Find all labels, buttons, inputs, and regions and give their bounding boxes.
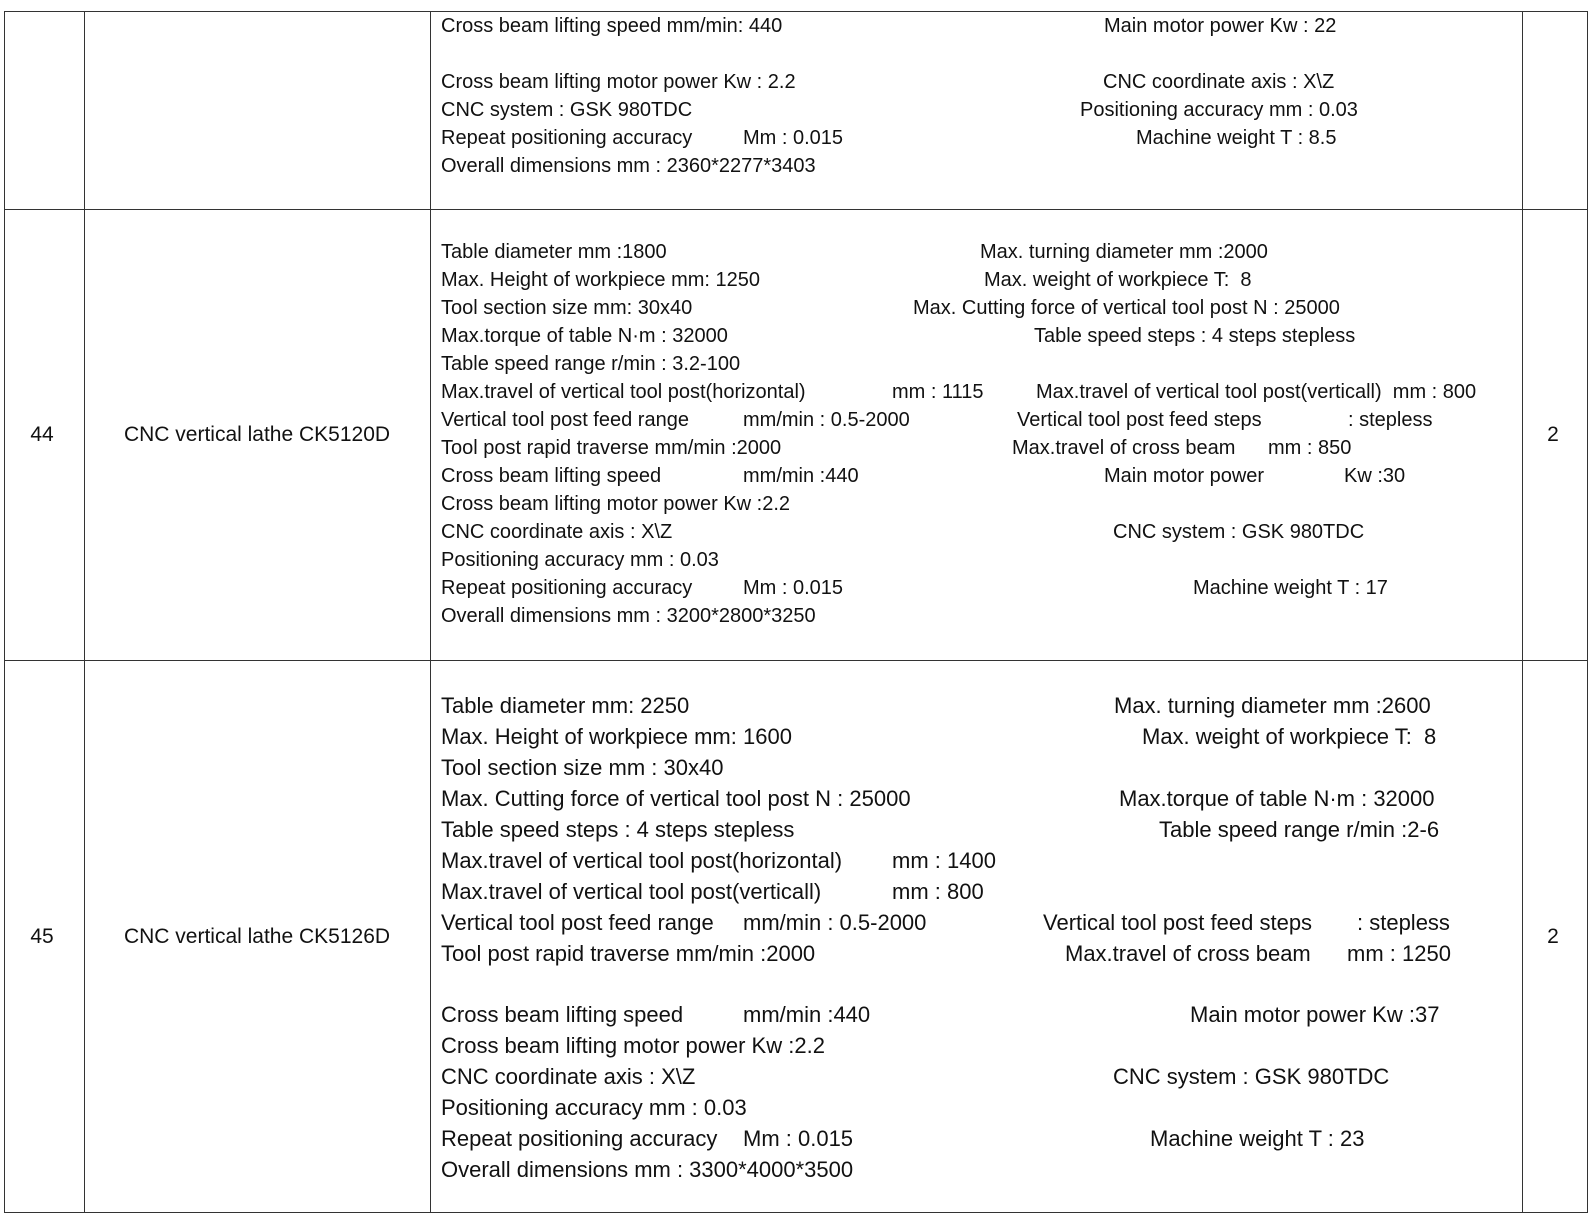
spec-text: Positioning accuracy mm : 0.03 [441, 549, 719, 571]
table-border-right [1587, 11, 1588, 1213]
spec-text: Tool section size mm: 30x40 [441, 297, 693, 319]
spec-text: Repeat positioning accuracy [441, 577, 693, 599]
spec-text: Positioning accuracy mm : 0.03 [441, 1095, 747, 1120]
spec-text: Max.travel of vertical tool post(verticall) mm : 800 [1036, 381, 1477, 403]
spec-text: Machine weight T : 17 [1193, 577, 1388, 599]
spec-text: mm/min : 0.5-2000 [743, 910, 927, 935]
spec-text: CNC system : GSK 980TDC [1113, 1064, 1390, 1089]
spec-text: Vertical tool post feed range [441, 409, 689, 431]
table-border-top [4, 11, 1588, 12]
spec-text: Cross beam lifting speed [441, 1002, 684, 1027]
spec-text: Tool post rapid traverse mm/min :2000 [441, 941, 816, 966]
equipment-name: CNC vertical lathe CK5126D [123, 925, 391, 948]
spec-text: CNC system : GSK 980TDC [441, 99, 693, 121]
spec-text: Kw :30 [1344, 465, 1406, 487]
spec-text: Cross beam lifting speed [441, 465, 662, 487]
spec-text: Main motor power Kw : 22 [1104, 15, 1337, 37]
spec-text: Table speed range r/min :2-6 [1159, 817, 1440, 842]
spec-text: Overall dimensions mm : 2360*2277*3403 [441, 155, 816, 177]
quantity: 2 [1547, 423, 1559, 446]
spec-text: CNC coordinate axis : X\Z [441, 521, 673, 543]
spec-text: Vertical tool post feed steps [1043, 910, 1313, 935]
spec-text: Max. Height of workpiece mm: 1600 [441, 724, 792, 749]
spec-text: Tool section size mm : 30x40 [441, 755, 724, 780]
spec-text: Max.travel of vertical tool post(verticall) [441, 879, 822, 904]
spec-text: Max.travel of cross beam [1065, 941, 1311, 966]
spec-text: Mm : 0.015 [743, 577, 844, 599]
spec-text: Table diameter mm :1800 [441, 241, 667, 263]
spec-text: mm : 1400 [892, 848, 996, 873]
spec-text: Max. turning diameter mm :2000 [980, 241, 1268, 263]
spec-text: : stepless [1357, 910, 1450, 935]
spec-text: Max. weight of workpiece T: 8 [1142, 724, 1437, 749]
row-divider [4, 209, 1588, 210]
spec-text: mm/min :440 [743, 465, 859, 487]
spec-text: Max.travel of cross beam [1012, 437, 1236, 459]
spec-text: Cross beam lifting motor power Kw : 2.2 [441, 71, 796, 93]
spec-text: Cross beam lifting motor power Kw :2.2 [441, 493, 791, 515]
spec-text: mm : 850 [1268, 437, 1352, 459]
spec-text: Tool post rapid traverse mm/min :2000 [441, 437, 782, 459]
quantity: 2 [1547, 925, 1559, 948]
row-number: 45 [30, 925, 54, 948]
spec-text: Table speed steps : 4 steps stepless [441, 817, 795, 842]
spec-text: Table diameter mm: 2250 [441, 693, 690, 718]
spec-text: Cross beam lifting speed mm/min: 440 [441, 15, 783, 37]
spec-text: Vertical tool post feed steps [1017, 409, 1262, 431]
spec-text: Max.torque of table N·m : 32000 [1119, 786, 1435, 811]
spec-text: Vertical tool post feed range [441, 910, 714, 935]
spec-text: CNC coordinate axis : X\Z [441, 1064, 696, 1089]
spec-text: Max. weight of workpiece T: 8 [984, 269, 1252, 291]
equipment-name: CNC vertical lathe CK5120D [123, 423, 391, 446]
spec-text: mm : 1250 [1347, 941, 1451, 966]
spec-text: Max.travel of vertical tool post(horizontal) [441, 381, 806, 403]
spec-text: CNC system : GSK 980TDC [1113, 521, 1365, 543]
spec-text: Table speed range r/min : 3.2-100 [441, 353, 741, 375]
spec-text: Overall dimensions mm : 3300*4000*3500 [441, 1157, 854, 1182]
spec-text: Overall dimensions mm : 3200*2800*3250 [441, 605, 816, 627]
spec-text: Machine weight T : 8.5 [1136, 127, 1337, 149]
spec-text: Mm : 0.015 [743, 1126, 854, 1151]
spec-text: Max. turning diameter mm :2600 [1114, 693, 1431, 718]
table-border-left [4, 11, 5, 1213]
column-divider [1522, 11, 1523, 1213]
spec-text: : stepless [1348, 409, 1433, 431]
spec-text: mm/min :440 [743, 1002, 871, 1027]
spec-text: mm : 1115 [892, 381, 984, 403]
spec-text: mm/min : 0.5-2000 [743, 409, 910, 431]
row-divider [4, 660, 1588, 661]
spec-text: Max. Height of workpiece mm: 1250 [441, 269, 761, 291]
spec-text: Main motor power Kw :37 [1190, 1002, 1440, 1027]
spec-text: Machine weight T : 23 [1150, 1126, 1365, 1151]
spec-text: Max.travel of vertical tool post(horizontal) [441, 848, 843, 873]
spec-text: mm : 800 [892, 879, 984, 904]
spec-text: Positioning accuracy mm : 0.03 [1080, 99, 1358, 121]
row-number: 44 [30, 423, 54, 446]
spec-text: Table speed steps : 4 steps stepless [1034, 325, 1356, 347]
spec-text: Cross beam lifting motor power Kw :2.2 [441, 1033, 825, 1058]
spec-text: Repeat positioning accuracy [441, 127, 693, 149]
spec-text: Max. Cutting force of vertical tool post N : 25000 [913, 297, 1340, 319]
spec-text: Max. Cutting force of vertical tool post N : 25000 [441, 786, 911, 811]
spec-text: Mm : 0.015 [743, 127, 844, 149]
spec-text: CNC coordinate axis : X\Z [1103, 71, 1335, 93]
column-divider [430, 11, 431, 1213]
spec-text: Max.torque of table N·m : 32000 [441, 325, 728, 347]
spec-text: Main motor power [1104, 465, 1265, 487]
column-divider [84, 11, 85, 1213]
spec-text: Repeat positioning accuracy [441, 1126, 718, 1151]
